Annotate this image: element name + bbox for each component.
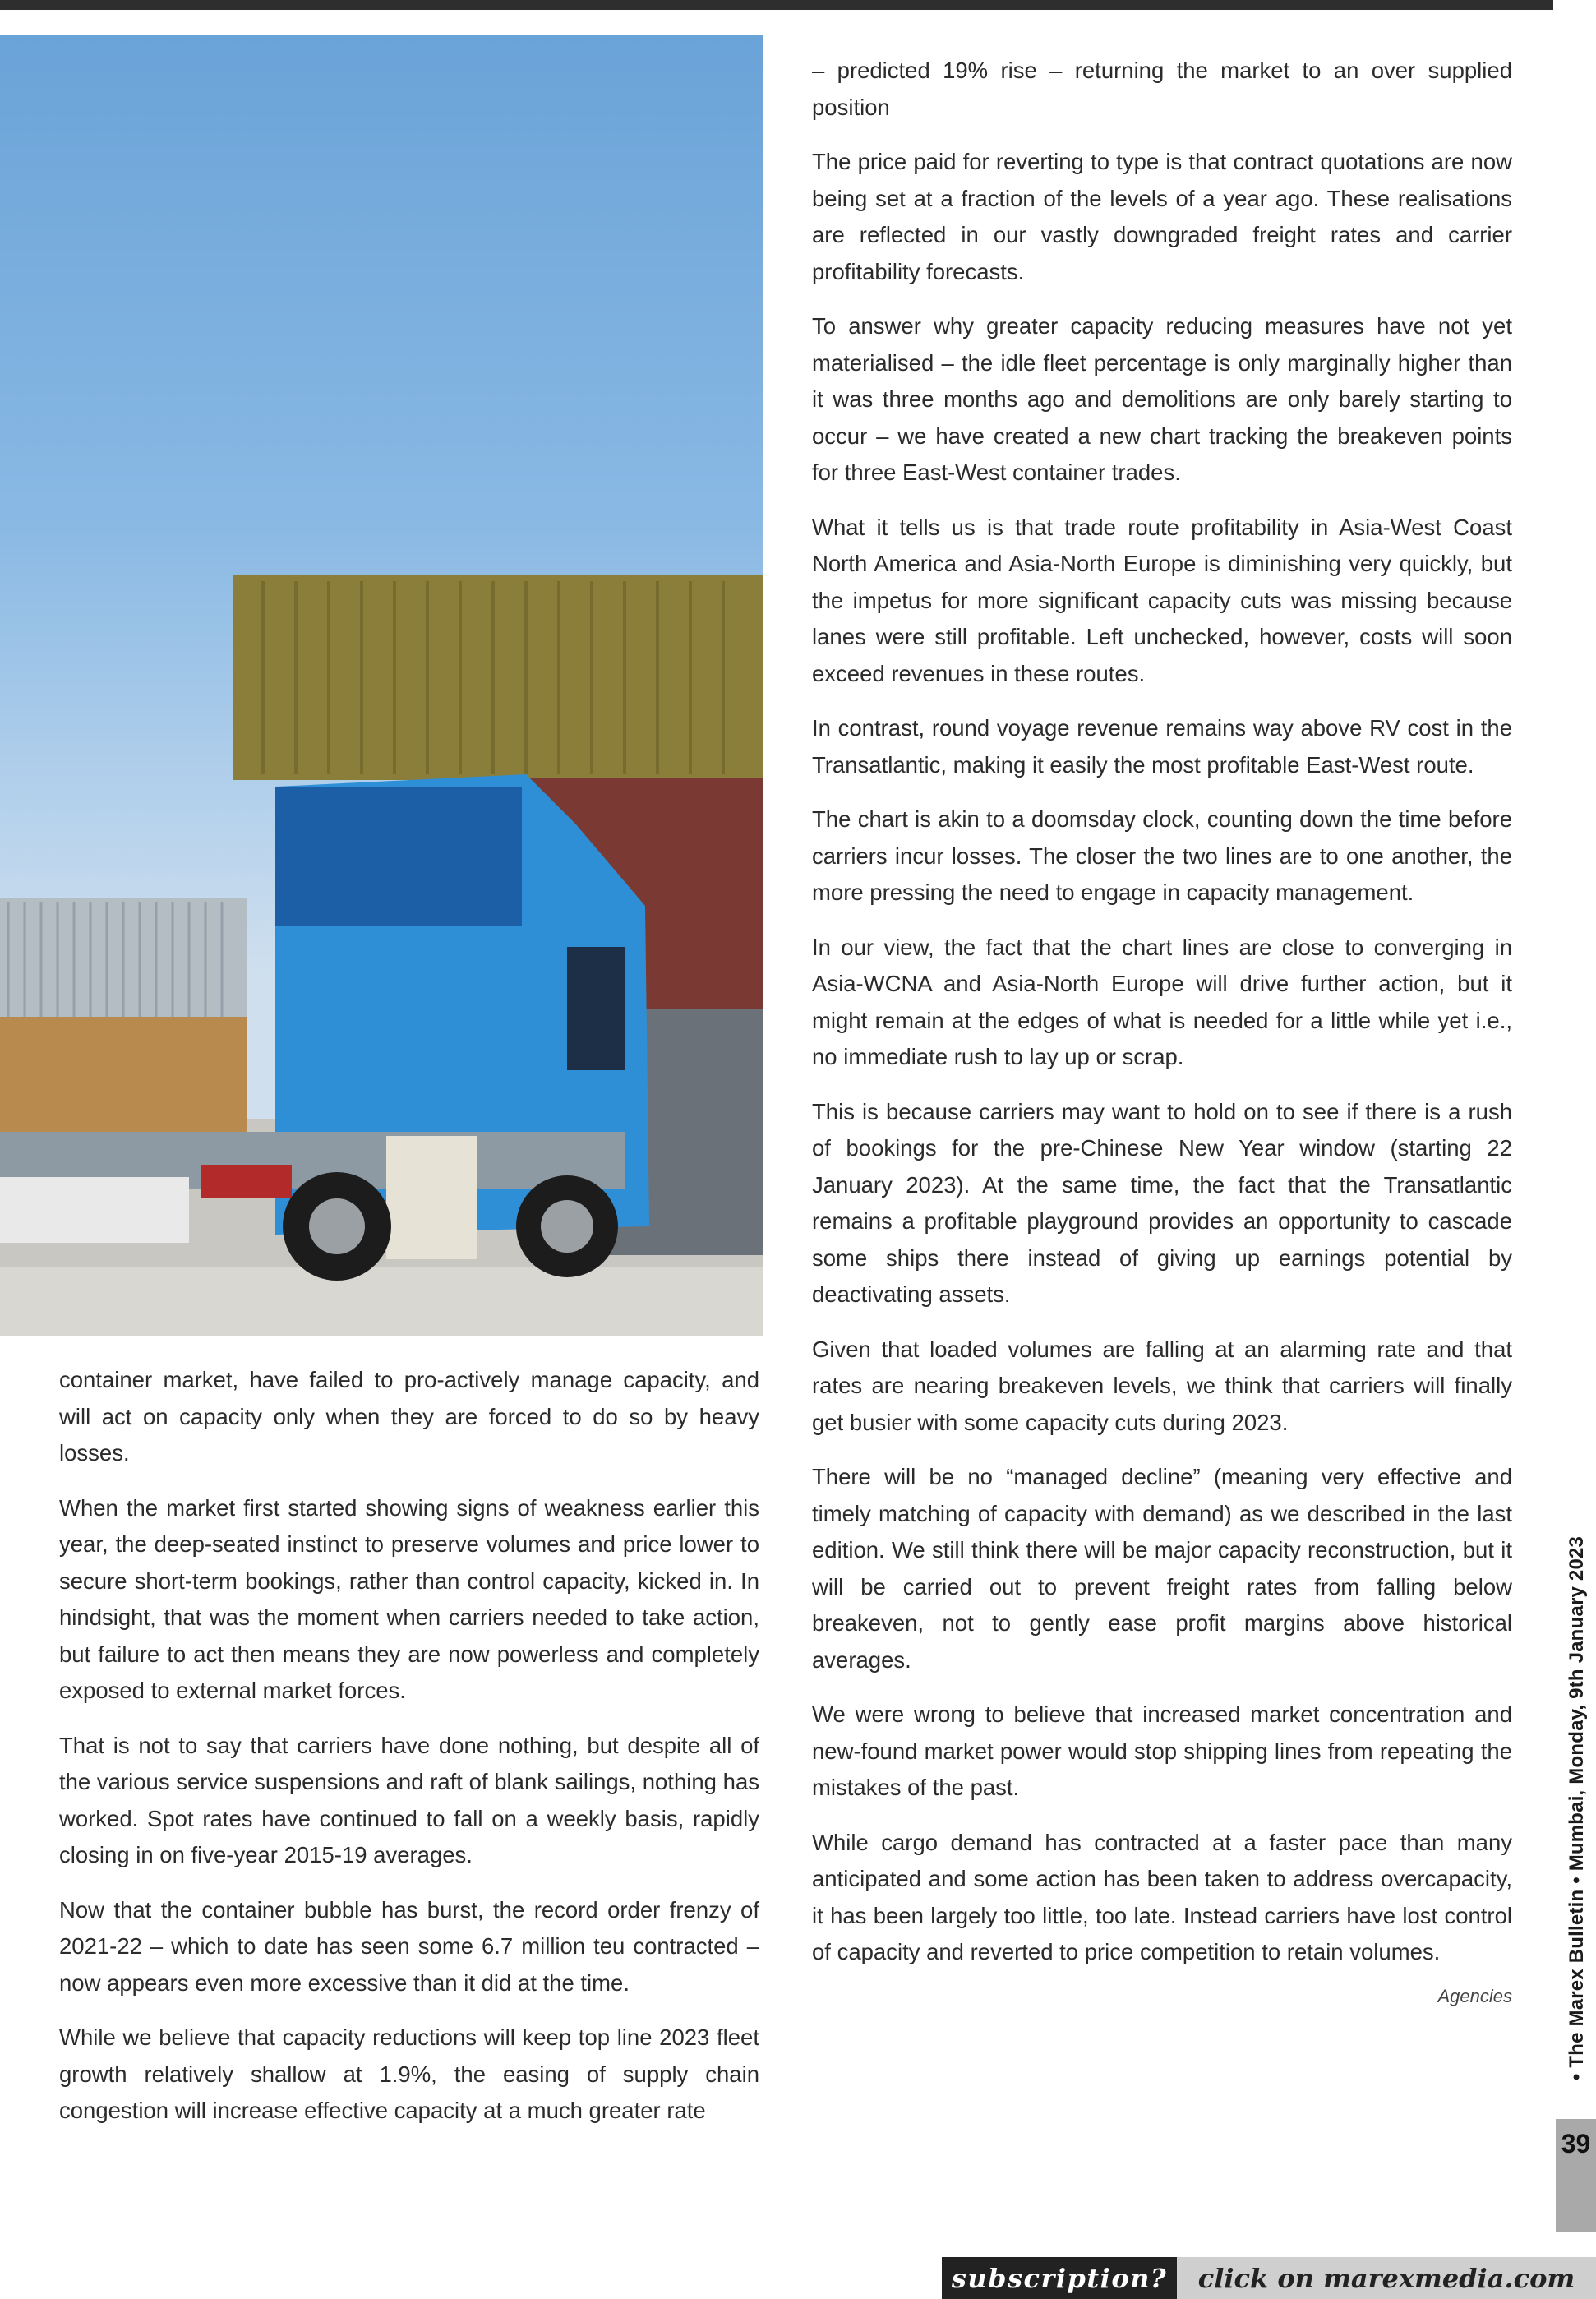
paragraph: The chart is akin to a doomsday clock, counting down the time before carriers incur losses. The closer the two lines are to one another, the more pressing the need to engage in capacity management. <box>812 806 1512 905</box>
article-photo-truck-containers <box>0 35 763 1336</box>
subscription-banner[interactable] <box>942 2257 1596 2299</box>
paragraph: That is not to say that carriers have done nothing, but despite all of the various service suspensions and raft of blank sailings, nothing has worked. Spot rates have continued to fall on a weekly basis, rapidly closing in on five-year 2015-19 averages. <box>59 1732 759 1867</box>
page-number: 39 <box>1561 2129 1591 2158</box>
paragraph: Now that the container bubble has burst, the record order frenzy of 2021-22 – which to date has seen some 6.7 million teu contracted – now appears even more excessive than it did at the time. <box>59 1896 759 1996</box>
top-rule <box>0 0 1553 10</box>
truck-illustration <box>0 35 763 1336</box>
marexmedia-link[interactable]: click on marexmedia.com <box>1177 2257 1596 2299</box>
paragraph: – predicted 19% rise – returning the market to an over supplied position <box>812 58 1512 120</box>
running-head: • The Marex Bulletin • Mumbai, Monday, 9th January 2023 <box>1566 1535 1588 2081</box>
paragraph: What it tells us is that trade route profitability in Asia-West Coast North America and Asia-North Europe is diminishing very quickly, but the impetus for more significant capacity cuts was missing because lanes were still profitable. Left unchecked, however, costs will soon exceed revenues in these routes. <box>812 514 1512 686</box>
article-column-right <box>812 53 1512 2009</box>
paragraph: To answer why greater capacity reducing measures have not yet materialised – the idle fleet percentage is only marginally higher than it was three months ago and demolitions are only barely starting to occur – we have created a new chart tracking the breakeven points for three East-West container trades. <box>812 313 1512 485</box>
paragraph: The price paid for reverting to type is that contract quotations are now being set at a fraction of the levels of a year ago. These realisations are reflected in our vastly downgraded freight rates and carrier profitability forecasts. <box>812 149 1512 284</box>
paragraph: This is because carriers may want to hold on to see if there is a rush of bookings for the pre-Chinese New Year window (starting 22 January 2023). At the same time, the fact that the Transatlantic remains a profitable playground provides an opportunity to cascade some ships there instead of giving up earnings potential by deactivating assets. <box>812 1098 1512 1307</box>
article-credit: Agencies <box>1437 1985 1512 2006</box>
subscription-label[interactable]: subscription? <box>942 2257 1177 2299</box>
article-column-left <box>59 1362 759 2148</box>
page-number-tab <box>1556 2119 1596 2232</box>
paragraph: container market, have failed to pro-actively manage capacity, and will act on capacity only when they are forced to do so by heavy losses. <box>59 1367 759 1466</box>
paragraph: There will be no “managed decline” (meaning very effective and timely matching of capacity with demand) as we described in the last edition. We still think there will be major capacity reconstruction, but it will be carried out to prevent freight rates from falling below breakeven, not to gently ease profit margins above historical averages. <box>812 1464 1512 1673</box>
paragraph: While we believe that capacity reductions will keep top line 2023 fleet growth relatively shallow at 1.9%, the easing of supply chain congestion will increase effective capacity at a much greater rate <box>59 2024 759 2123</box>
paragraph: In contrast, round voyage revenue remains way above RV cost in the Transatlantic, making it easily the most profitable East-West route. <box>812 715 1512 778</box>
paragraph: Given that loaded volumes are falling at an alarming rate and that rates are nearing breakeven levels, we think that carriers will finally get busier with some capacity cuts during 2023. <box>812 1336 1512 1435</box>
paragraph: In our view, the fact that the chart lines are close to converging in Asia-WCNA and Asia-North Europe will drive further action, but it might remain at the edges of what is needed for a little while yet i.e., no immediate rush to lay up or scrap. <box>812 934 1512 1069</box>
paragraph: We were wrong to believe that increased market concentration and new-found market power would stop shipping lines from repeating the mistakes of the past. <box>812 1701 1512 1800</box>
paragraph: While cargo demand has contracted at a faster pace than many anticipated and some action has been taken to address overcapacity, it has been largely too little, too late. Instead carriers have lost control of capacity and reverted to price competition to retain volumes. <box>812 1829 1512 1964</box>
paragraph: When the market first started showing signs of weakness earlier this year, the deep-seated instinct to preserve volumes and price lower to secure short-term bookings, rather than control capacity, kicked in. In hindsight, that was the moment when carriers needed to take action, but failure to act then means they are now powerless and completely exposed to external market forces. <box>59 1494 759 1703</box>
